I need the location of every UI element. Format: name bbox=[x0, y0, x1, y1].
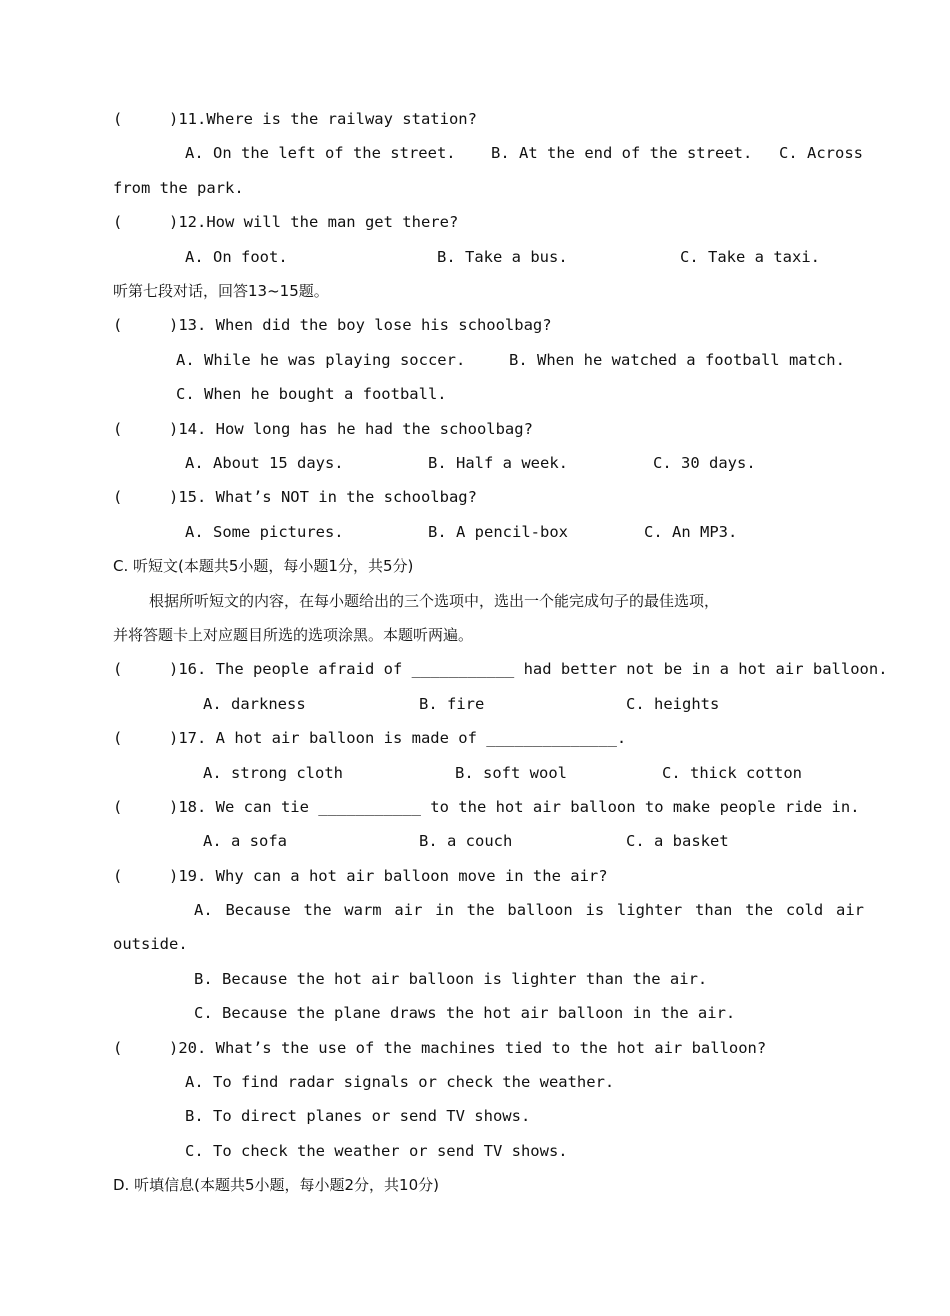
section-c-instruction-line-1: 根据所听短文的内容，在每小题给出的三个选项中，选出一个能完成句子的最佳选项， bbox=[149, 592, 720, 610]
question-13-option-a: A. While he was playing soccer. bbox=[176, 351, 466, 369]
question-18-option-c: C. a basket bbox=[626, 832, 729, 850]
question-19-stem: ( )19. Why can a hot air balloon move in the air? bbox=[113, 867, 608, 885]
question-15-option-c: C. An MP3. bbox=[644, 523, 738, 541]
question-12-option-c: C. Take a taxi. bbox=[680, 248, 820, 266]
question-16-option-c: C. heights bbox=[626, 695, 720, 713]
question-11-stem: ( )11.Where is the railway station? bbox=[113, 110, 477, 128]
question-18-option-a: A. a sofa bbox=[203, 832, 287, 850]
question-19-option-c: C. Because the plane draws the hot air balloon in the air. bbox=[194, 1004, 736, 1022]
question-18-stem: ( )18. We can tie ___________ to the hot air balloon to make people ride in. bbox=[113, 798, 860, 816]
question-17-option-c: C. thick cotton bbox=[662, 764, 802, 782]
question-20-option-b: B. To direct planes or send TV shows. bbox=[185, 1107, 531, 1125]
question-16-stem: ( )16. The people afraid of ___________ had better not be in a hot air balloon. bbox=[113, 660, 888, 678]
question-15-option-a: A. Some pictures. bbox=[185, 523, 344, 541]
question-19-option-a: A. Because the warm air in the balloon is lighter than the cold air bbox=[194, 901, 864, 919]
question-11-option-c-continued: from the park. bbox=[113, 179, 244, 197]
question-14-option-c: C. 30 days. bbox=[653, 454, 756, 472]
question-14-option-a: A. About 15 days. bbox=[185, 454, 344, 472]
question-19-option-b: B. Because the hot air balloon is lighter than the air. bbox=[194, 970, 708, 988]
question-18-option-b: B. a couch bbox=[419, 832, 513, 850]
question-20-option-c: C. To check the weather or send TV shows. bbox=[185, 1142, 568, 1160]
section-c-heading: C. 听短文(本题共5小题，每小题1分，共5分) bbox=[113, 557, 414, 575]
question-15-stem: ( )15. What’s NOT in the schoolbag? bbox=[113, 488, 477, 506]
question-16-option-b: B. fire bbox=[419, 695, 485, 713]
question-20-option-a: A. To find radar signals or check the weather. bbox=[185, 1073, 615, 1091]
question-11-option-a: A. On the left of the street. bbox=[185, 144, 456, 162]
section-d-heading: D. 听填信息(本题共5小题，每小题2分，共10分) bbox=[113, 1176, 439, 1194]
question-19-option-a-continued: outside. bbox=[113, 935, 188, 953]
question-17-stem: ( )17. A hot air balloon is made of ______________. bbox=[113, 729, 627, 747]
question-12-stem: ( )12.How will the man get there? bbox=[113, 213, 459, 231]
question-13-stem: ( )13. When did the boy lose his schoolbag? bbox=[113, 316, 552, 334]
question-13-option-b: B. When he watched a football match. bbox=[509, 351, 845, 369]
section-c-instruction-line-2: 并将答题卡上对应题目所选的选项涂黑。本题听两遍。 bbox=[113, 626, 474, 644]
question-16-option-a: A. darkness bbox=[203, 695, 306, 713]
question-12-option-b: B. Take a bus. bbox=[437, 248, 568, 266]
question-11-option-b: B. At the end of the street. bbox=[491, 144, 753, 162]
question-12-option-a: A. On foot. bbox=[185, 248, 288, 266]
question-15-option-b: B. A pencil-box bbox=[428, 523, 568, 541]
question-11-option-c: C. Across bbox=[779, 144, 863, 162]
question-14-stem: ( )14. How long has he had the schoolbag? bbox=[113, 420, 533, 438]
question-20-stem: ( )20. What’s the use of the machines tied to the hot air balloon? bbox=[113, 1039, 767, 1057]
question-14-option-b: B. Half a week. bbox=[428, 454, 568, 472]
question-13-option-c: C. When he bought a football. bbox=[176, 385, 447, 403]
section-7-instruction: 听第七段对话，回答13~15题。 bbox=[113, 282, 329, 300]
question-17-option-b: B. soft wool bbox=[455, 764, 567, 782]
question-17-option-a: A. strong cloth bbox=[203, 764, 343, 782]
